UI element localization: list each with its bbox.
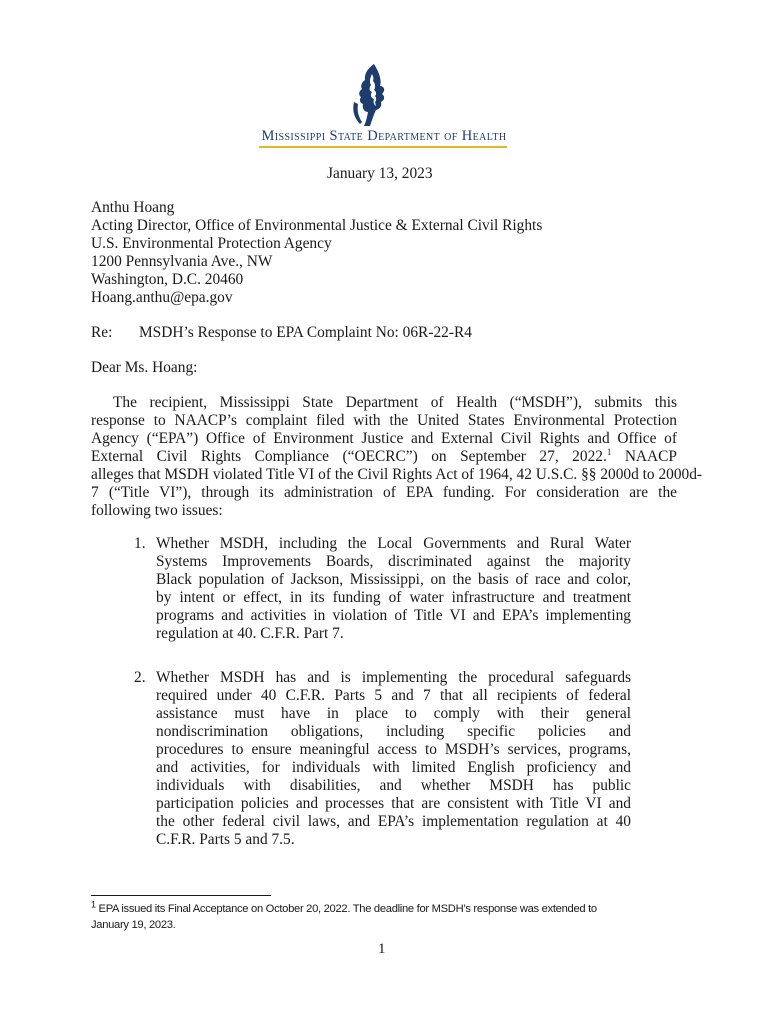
list-line: and activities, for individuals with limited English proficiency and [156, 759, 631, 776]
footnote-marker: 1 [91, 899, 96, 910]
salutation: Dear Ms. Hoang: [91, 359, 198, 376]
list-line: participation policies and processes that are consistent with Title VI and [156, 795, 631, 812]
paragraph-line: following two issues: [91, 502, 223, 519]
list-line: nondiscrimination obligations, including specific policies and [156, 723, 631, 740]
recipient-title: Acting Director, Office of Environmental Justice & External Civil Rights [91, 217, 543, 234]
list-line: Black population of Jackson, Mississippi, on the basis of race and color, [156, 571, 631, 588]
paragraph-line: The recipient, Mississippi State Department of Health (“MSDH”), submits this [113, 394, 677, 411]
list-line: C.F.R. Parts 5 and 7.5. [156, 831, 295, 848]
organization-name: Mississippi State Department of Health [261, 128, 507, 144]
list-line: assistance must have in place to comply with their general [156, 705, 631, 722]
paragraph-line: alleges that MSDH violated Title VI of the Civil Rights Act of 1964, 42 U.S.C. §§ 2000d to 2000d- [91, 466, 703, 483]
footnote-divider [91, 895, 271, 896]
paragraph-line: External Civil Rights Compliance (“OECRC”) on September 27, 2022.$^1$ NAACP [91, 446, 677, 465]
list-number: 1. [134, 535, 146, 552]
recipient-city: Washington, D.C. 20460 [91, 271, 244, 288]
list-line: procedures to ensure meaningful access to MSDH’s services, programs, [156, 741, 631, 758]
list-line: individuals with disabilities, and whether MSDH has public [156, 777, 631, 794]
list-item-2 [156, 669, 631, 849]
recipient-street: 1200 Pennsylvania Ave., NW [91, 253, 273, 270]
list-number: 2. [134, 669, 146, 686]
footnote-line: $^1$ EPA issued its Final Acceptance on October 20, 2022. The deadline for MSDH’s response was extended to [91, 899, 597, 915]
list-line: by intent or effect, in its funding of water infrastructure and treatment [156, 589, 631, 606]
list-line: Systems Improvements Boards, discriminated against the majority [156, 553, 631, 570]
footnote-ref[interactable]: 1 [606, 446, 612, 457]
recipient-address [91, 199, 542, 307]
recipient-email: Hoang.anthu@epa.gov [91, 289, 233, 306]
letter-date: January 13, 2023 [327, 165, 433, 182]
footnote-line: January 19, 2023. [91, 919, 176, 931]
list-line: programs and activities in violation of Title VI and EPA’s implementing [156, 607, 631, 624]
paragraph-line: Agency (“EPA”) Office of Environment Justice and External Civil Rights and Office of [91, 430, 677, 447]
re-subject: MSDH’s Response to EPA Complaint No: 06R-22-R4 [139, 324, 472, 341]
paragraph-line: 7 (“Title VI”), through its administration of EPA funding. For consideration are the [91, 484, 677, 501]
recipient-name: Anthu Hoang [91, 199, 175, 216]
list-line: Whether MSDH, including the Local Governments and Rural Water [156, 535, 631, 552]
list-line: regulation at 40. C.F.R. Part 7. [156, 625, 344, 642]
recipient-agency: U.S. Environmental Protection Agency [91, 235, 332, 252]
list-line: Whether MSDH has and is implementing the procedural safeguards [156, 669, 631, 686]
list-item-1 [156, 535, 631, 643]
footnote [91, 901, 641, 933]
msdh-profile-logo-icon [348, 62, 396, 128]
page-number: 1 [378, 941, 386, 957]
list-line: required under 40 C.F.R. Parts 5 and 7 that all recipients of federal [156, 687, 631, 704]
paragraph-line: response to NAACP’s complaint filed with the United States Environmental Protection [91, 412, 677, 429]
list-line: the other federal civil laws, and EPA’s implementation regulation at 40 [156, 813, 631, 830]
re-label: Re: [91, 324, 113, 341]
intro-paragraph [91, 394, 703, 520]
letterhead-rule [259, 146, 507, 148]
